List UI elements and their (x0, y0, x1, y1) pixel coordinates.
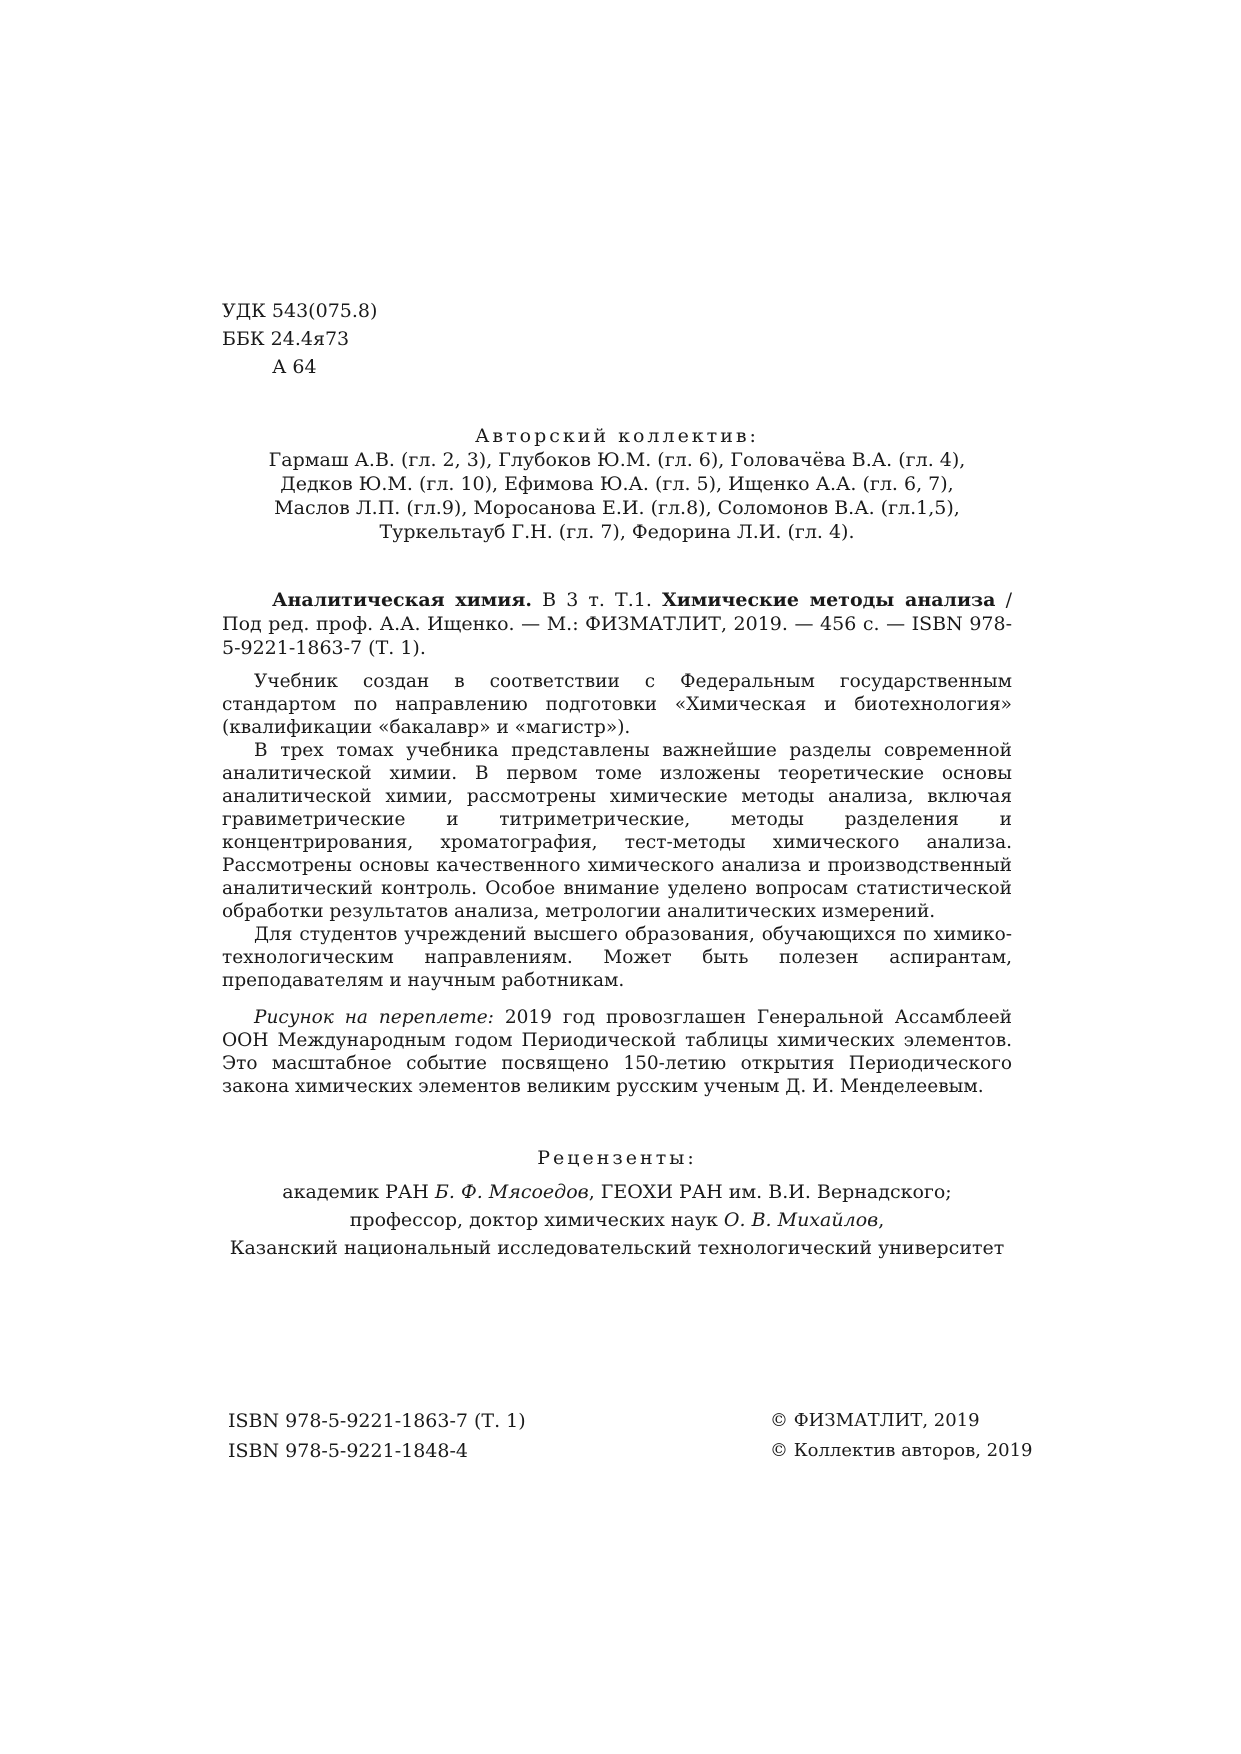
publication-info: / Под ред. проф. А.А. Ищенко. — М.: ФИЗМАТЛИТ, 2019. — 456 с. — ISBN 978-5-9221-1863-7 (Т. 1). (222, 589, 1012, 659)
bbk-code: ББК 24.4я73 (222, 328, 350, 350)
copyright-authors: © Коллектив авторов, 2019 (770, 1440, 1033, 1461)
reviewer-name: О. В. Михайлов (723, 1209, 879, 1231)
cover-note-label: Рисунок на переплете: (254, 1007, 494, 1028)
authors-line: Гармаш А.В. (гл. 2, 3), Глубоков Ю.М. (гл. 6), Головачёва В.А. (гл. 4), (268, 449, 966, 471)
abstract-paragraph: Для студентов учреждений высшего образования, обучающихся по химико-технологическим направлениям. Может быть полезен аспирантам, преподавателям и научным работникам. (222, 924, 1012, 991)
reviewer-1 (222, 1178, 1012, 1206)
reviewer-punct: , (878, 1209, 885, 1231)
authors-heading: Авторский коллектив: (475, 425, 759, 447)
authors-line: Дедков Ю.М. (гл. 10), Ефимова Ю.А. (гл. 5), Ищенко А.А. (гл. 6, 7), (280, 473, 954, 495)
bibliographic-record (222, 588, 1012, 660)
abstract-paragraph: Учебник создан в соответствии с Федеральным государственным стандартом по направлению подготовки «Химическая и биотехнология» (квалификации «бакалавр» и «магистр»). (222, 671, 1012, 738)
reviewers-heading: Рецензенты: (537, 1147, 697, 1169)
reviewer-title: академик РАН (282, 1181, 435, 1203)
volume-info: В 3 т. Т.1. (532, 589, 663, 611)
authors-line: Маслов Л.П. (гл.9), Моросанова Е.И. (гл.8), Соломонов В.А. (гл.1,5), (274, 497, 960, 519)
isbn-volume: ISBN 978-5-9221-1863-7 (Т. 1) (228, 1410, 526, 1432)
author-mark: А 64 (272, 356, 317, 378)
isbn-block (228, 1406, 526, 1466)
copyright-publisher: © ФИЗМАТЛИТ, 2019 (770, 1410, 980, 1431)
cover-note (222, 1006, 1012, 1098)
copyright-block (770, 1406, 1032, 1466)
reviewer-2-organization: Казанский национальный исследовательский технологический университет (229, 1237, 1005, 1259)
abstract-block (222, 670, 1012, 992)
reviewers-block (222, 1144, 1012, 1262)
isbn-set: ISBN 978-5-9221-1848-4 (228, 1440, 468, 1462)
abstract-paragraph: В трех томах учебника представлены важнейшие разделы современной аналитической химии. В первом томе изложены теоретические основы аналитической химии, рассмотрены химические методы анализа, включая гравиметрические и титриметрические, методы разделения и концентрирования, хроматография, тест-методы химического анализа. Рассмотрены основы качественного химического анализа и производственный аналитический контроль. Особое внимание уделено вопросам статистической обработки результатов анализа, метрологии аналитических измерений. (222, 740, 1012, 922)
authors-line: Туркельтауб Г.Н. (гл. 7), Федорина Л.И. (гл. 4). (379, 521, 855, 543)
reviewer-name: Б. Ф. Мясоедов (434, 1181, 589, 1203)
classification-block (222, 297, 377, 381)
book-title: Аналитическая химия. (272, 589, 533, 611)
reviewer-title: профессор, доктор химических наук (349, 1209, 724, 1231)
reviewer-affiliation: , ГЕОХИ РАН им. В.И. Вернадского; (588, 1181, 952, 1203)
book-subtitle: Химические методы анализа (662, 589, 996, 611)
cover-note-text: 2019 год провозглашен Генеральной Ассамблеей ООН Международным годом Периодической таблицы химических элементов. Это масштабное событие посвящено 150-летию открытия Периодического закона химических элементов великим русским ученым Д. И. Менделеевым. (222, 1007, 1012, 1097)
reviewer-2 (222, 1206, 1012, 1234)
authors-block (222, 424, 1012, 544)
udk-code: УДК 543(075.8) (222, 300, 378, 322)
